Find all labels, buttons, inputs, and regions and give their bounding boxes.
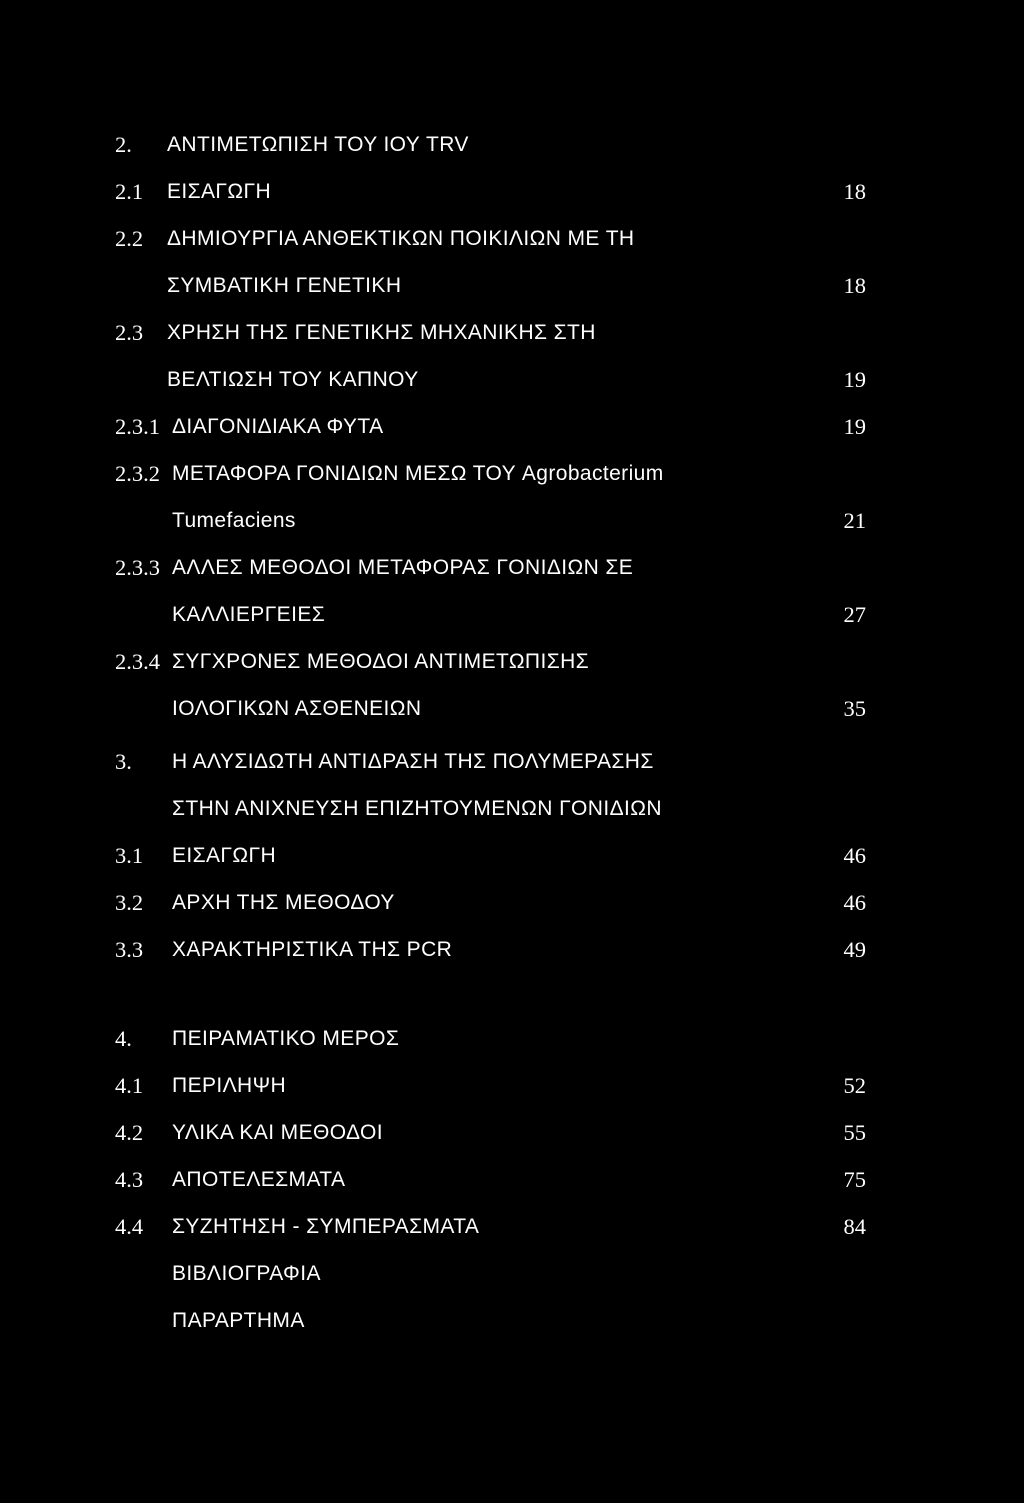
toc-page-number: 18 (843, 273, 866, 298)
toc-entry-title: ΧΡΗΣΗ ΤΗΣ ΓΕΝΕΤΙΚΗΣ ΜΗΧΑΝΙΚΗΣ ΣΤΗ (167, 321, 596, 344)
toc-row (0, 174, 1024, 210)
toc-section-number: 2.3.1 (115, 414, 160, 439)
toc-row (0, 315, 1024, 351)
toc-entry-title: ΔΙΑΓΟΝΙΔΙΑΚΑ ΦΥΤΑ (172, 415, 384, 438)
toc-entry-title: ΠΑΡΑΡΤΗΜΑ (172, 1309, 305, 1332)
toc-row (0, 362, 1024, 398)
toc-page-number: 75 (843, 1167, 866, 1192)
toc-page-number: 21 (843, 508, 866, 533)
toc-entry-title: ΥΛΙΚΑ ΚΑΙ ΜΕΘΟΔΟΙ (172, 1121, 383, 1144)
toc-page-number: 19 (843, 414, 866, 439)
toc-row (0, 1162, 1024, 1198)
toc-row (0, 268, 1024, 304)
toc-row (0, 691, 1024, 727)
toc-row (0, 932, 1024, 968)
toc-entry-title: ΒΙΒΛΙΟΓΡΑΦΙΑ (172, 1262, 321, 1285)
toc-row (0, 1021, 1024, 1057)
toc-entry-title: ΑΝΤΙΜΕΤΩΠΙΣΗ ΤΟΥ ΙΟΥ TRV (167, 133, 469, 156)
toc-row (0, 744, 1024, 780)
toc-section-number: 3.2 (115, 890, 144, 915)
toc-row (0, 1303, 1024, 1339)
toc-row (0, 1256, 1024, 1292)
toc-row (0, 644, 1024, 680)
toc-section-number: 3. (115, 749, 132, 774)
toc-page-number: 84 (843, 1214, 866, 1239)
toc-page-number: 18 (843, 179, 866, 204)
toc-section-number: 3.3 (115, 937, 144, 962)
toc-page-number: 52 (843, 1073, 866, 1098)
toc-entry-title: ΜΕΤΑΦΟΡΑ ΓΟΝΙΔΙΩΝ ΜΕΣΩ ΤΟΥ Agrobacterium (172, 462, 664, 485)
toc-section-number: 2.3.2 (115, 461, 160, 486)
toc-entry-title: ΚΑΛΛΙΕΡΓΕΙΕΣ (172, 603, 326, 626)
toc-section-number: 2.1 (115, 179, 144, 204)
toc-page-number: 46 (843, 890, 866, 915)
toc-row (0, 1068, 1024, 1104)
toc-row (0, 550, 1024, 586)
toc-entry-title: ΑΡΧΗ ΤΗΣ ΜΕΘΟΔΟΥ (172, 891, 395, 914)
toc-row (0, 791, 1024, 827)
toc-entry-title: ΕΙΣΑΓΩΓΗ (167, 180, 272, 203)
toc-section-number: 2. (115, 132, 132, 157)
toc-section-number: 4.2 (115, 1120, 144, 1145)
toc-section-number: 2.3 (115, 320, 144, 345)
toc-entry-title: Tumefaciens (172, 509, 296, 532)
toc-entry-title: ΣΥΖΗΤΗΣΗ - ΣΥΜΠΕΡΑΣΜΑΤΑ (172, 1215, 480, 1238)
toc-entry-title: Η ΑΛΥΣΙΔΩΤΗ ΑΝΤΙΔΡΑΣΗ ΤΗΣ ΠΟΛΥΜΕΡΑΣΗΣ (172, 750, 654, 773)
toc-entry-title: ΙΟΛΟΓΙΚΩΝ ΑΣΘΕΝΕΙΩΝ (172, 697, 422, 720)
toc-row (0, 221, 1024, 257)
toc-row (0, 597, 1024, 633)
toc-section-number: 4. (115, 1026, 132, 1051)
toc-entry-title: ΣΤΗΝ ΑΝΙΧΝΕΥΣΗ ΕΠΙΖΗΤΟΥΜΕΝΩΝ ΓΟΝΙΔΙΩΝ (172, 797, 662, 820)
toc-entry-title: ΠΕΙΡΑΜΑΤΙΚΟ ΜΕΡΟΣ (172, 1027, 400, 1050)
toc-page-number: 19 (843, 367, 866, 392)
toc-entry-title: ΑΠΟΤΕΛΕΣΜΑΤΑ (172, 1168, 346, 1191)
toc-row (0, 503, 1024, 539)
toc-row (0, 838, 1024, 874)
toc-row (0, 1209, 1024, 1245)
toc-entry-title: ΒΕΛΤΙΩΣΗ ΤΟΥ ΚΑΠΝΟΥ (167, 368, 419, 391)
toc-section-number: 4.4 (115, 1214, 144, 1239)
toc-row (0, 127, 1024, 163)
toc-entry-title: ΑΛΛΕΣ ΜΕΘΟΔΟΙ ΜΕΤΑΦΟΡΑΣ ΓΟΝΙΔΙΩΝ ΣΕ (172, 556, 634, 579)
toc-section-number: 2.2 (115, 226, 144, 251)
toc-section-number: 2.3.3 (115, 555, 160, 580)
toc-section-number: 3.1 (115, 843, 144, 868)
toc-page-number: 35 (843, 696, 866, 721)
toc-page-number: 27 (843, 602, 866, 627)
toc-entry-title: ΣΥΜΒΑΤΙΚΗ ΓΕΝΕΤΙΚΗ (167, 274, 402, 297)
toc-page-number: 55 (843, 1120, 866, 1145)
toc-row (0, 885, 1024, 921)
toc-section-number: 2.3.4 (115, 649, 160, 674)
toc-page-number: 46 (843, 843, 866, 868)
toc-entry-title: ΔΗΜΙΟΥΡΓΙΑ ΑΝΘΕΚΤΙΚΩΝ ΠΟΙΚΙΛΙΩΝ ΜΕ ΤΗ (167, 227, 635, 250)
toc-entry-title: ΧΑΡΑΚΤΗΡΙΣΤΙΚΑ ΤΗΣ PCR (172, 938, 453, 961)
toc-row (0, 1115, 1024, 1151)
toc-entry-title: ΣΥΓΧΡΟΝΕΣ ΜΕΘΟΔΟΙ ΑΝΤΙΜΕΤΩΠΙΣΗΣ (172, 650, 590, 673)
toc-row (0, 456, 1024, 492)
toc-page-number: 49 (843, 937, 866, 962)
toc-row (0, 409, 1024, 445)
toc-section-number: 4.3 (115, 1167, 144, 1192)
toc-entry-title: ΕΙΣΑΓΩΓΗ (172, 844, 277, 867)
toc-section-number: 4.1 (115, 1073, 144, 1098)
toc-entry-title: ΠΕΡΙΛΗΨΗ (172, 1074, 287, 1097)
